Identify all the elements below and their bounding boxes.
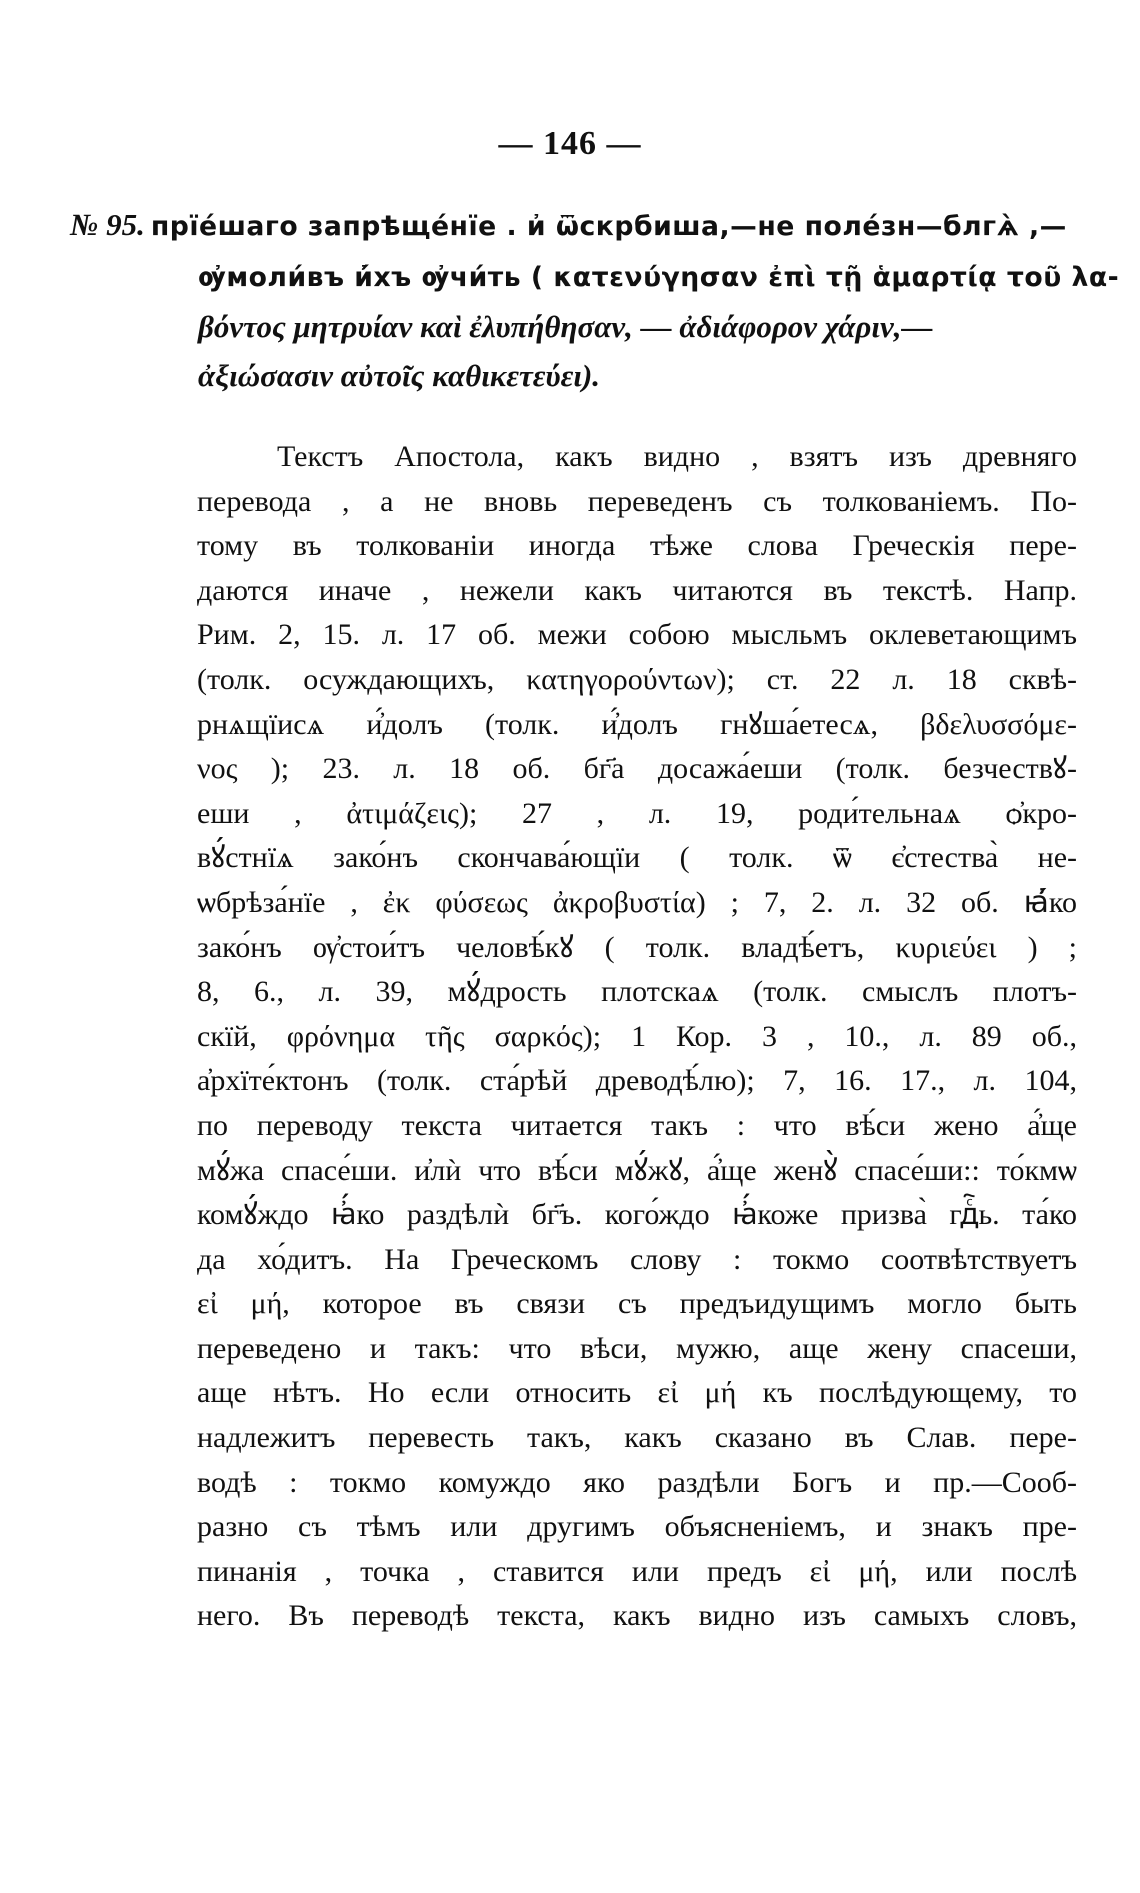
text-line: перевода , а не вновь переведенъ съ толкованіемъ. По- — [197, 484, 1077, 518]
footnote-line: № 95. прїе́шаго запрѣще́нїе . и҆ ѿскрбиша,—не поле́зн—блгѧ̀ ,— — [70, 207, 1067, 242]
text-line: надлежитъ перевесть такъ, какъ сказано въ Слав. пере- — [197, 1421, 1077, 1455]
text-line: скїй, φρόνημα τῆς σαρκός); 1 Кор. 3 , 10., л. 89 об., — [197, 1019, 1077, 1053]
footnote-line: βόντος μητρυίαν καὶ ἐλυπήθησαν, — ἀδιάφορον χάριν,— — [198, 309, 933, 344]
text-line: еши , ἀτιμάζεις); 27 , л. 19, роди́тельнаѧ ѻ҆кро- — [197, 796, 1077, 830]
text-line: водѣ : токмо комуждо яко раздѣли Богъ и пр.—Сооб- — [197, 1465, 1077, 1499]
page-number: — 146 — — [498, 125, 642, 162]
text-line: пинанія , точка , ставится или предъ εἰ μή, или послѣ — [197, 1554, 1077, 1588]
footnote-marker: № 95. — [70, 207, 145, 242]
text-line: рнѧщїисѧ и҆́долъ (толк. и҆́долъ гнꙋша́етесѧ, βδελυσσόμε- — [197, 707, 1077, 741]
text-line: вꙋ́стнїѧ зако́нъ скончава́ющїи ( толк. ѿ є҆стества̀ не- — [197, 841, 1077, 875]
text-line: (толк. осуждающихъ, κατηγορούντων); ст. 22 л. 18 сквѣ- — [197, 662, 1077, 696]
text-line: тому въ толкованіи иногда тѣже слова Греческія пере- — [197, 529, 1077, 563]
text-line: νος ); 23. л. 18 об. бг҃а досажа́еши (толк. безчествꙋ- — [197, 752, 1077, 786]
text-line: ѡбрѣза́нїе , ἐκ φύσεως ἀκροβυστία) ; 7, 2. л. 32 об. ꙗ҆́ко — [197, 885, 1077, 919]
main-paragraph — [197, 435, 1077, 1639]
footnote-line: ἀξιώσασιν αὐτοῖς καθικετεύει). — [198, 358, 601, 393]
footnote-block — [70, 200, 1120, 400]
text-line: по переводу текста читается такъ : что вѣ́си жено а҆́ще — [197, 1108, 1077, 1142]
text-line: 8, 6., л. 39, мꙋ́дрость плотскаѧ (толк. смыслъ плотъ- — [197, 975, 1077, 1009]
text-line: εἰ μή, которое въ связи съ предъидущимъ могло быть — [197, 1287, 1077, 1321]
text-line: разно съ тѣмъ или другимъ объясненіемъ, и знакъ пре- — [197, 1510, 1077, 1544]
text-line: да хо́дитъ. На Греческомъ слову : токмо соотвѣтствуетъ — [197, 1242, 1077, 1276]
text-line: Текстъ Апостола, какъ видно , взятъ изъ древняго — [277, 440, 1077, 473]
text-line: аще нѣтъ. Но если относить εἰ μή къ послѣдующему, то — [197, 1376, 1077, 1410]
text-line: комꙋ́ждо ꙗ҆́ко раздѣлѝ бг҃ъ. кого́ждо ꙗ҆́коже призва̀ гдⷭ҇ь. та́ко — [197, 1198, 1077, 1232]
text-line: даются иначе , нежели какъ читаются въ текстѣ. Напр. — [197, 573, 1077, 607]
text-line: зако́нъ ѹ҆стои́тъ человѣ́кꙋ ( толк. владѣ́етъ, κυριεύει ) ; — [197, 930, 1077, 964]
text-line: а҆рхїте́ктонъ (толк. ста́рѣй древодѣ́лю); 7, 16. 17., л. 104, — [197, 1064, 1077, 1098]
text-line: мꙋ́жа спасе́ши. и҆лѝ что вѣ́си мꙋ́жꙋ, а҆́ще женꙋ̀ спасе́ши:: то́кмѡ — [197, 1153, 1077, 1187]
text-line: Рим. 2, 15. л. 17 об. межи собою мысльмъ оклеветающимъ — [197, 618, 1077, 652]
footnote-line: ѹ҆моли́въ и҆́хъ ѹ҆чи́ть ( κατενύγησαν ἐπὶ τῇ ἁμαρτίᾳ τοῦ λα- — [198, 262, 1120, 293]
text-line: переведено и такъ: что вѣси, мужю, аще жену спасеши, — [197, 1331, 1077, 1365]
text-line: него. Въ переводѣ текста, какъ видно изъ самыхъ словъ, — [197, 1599, 1077, 1633]
